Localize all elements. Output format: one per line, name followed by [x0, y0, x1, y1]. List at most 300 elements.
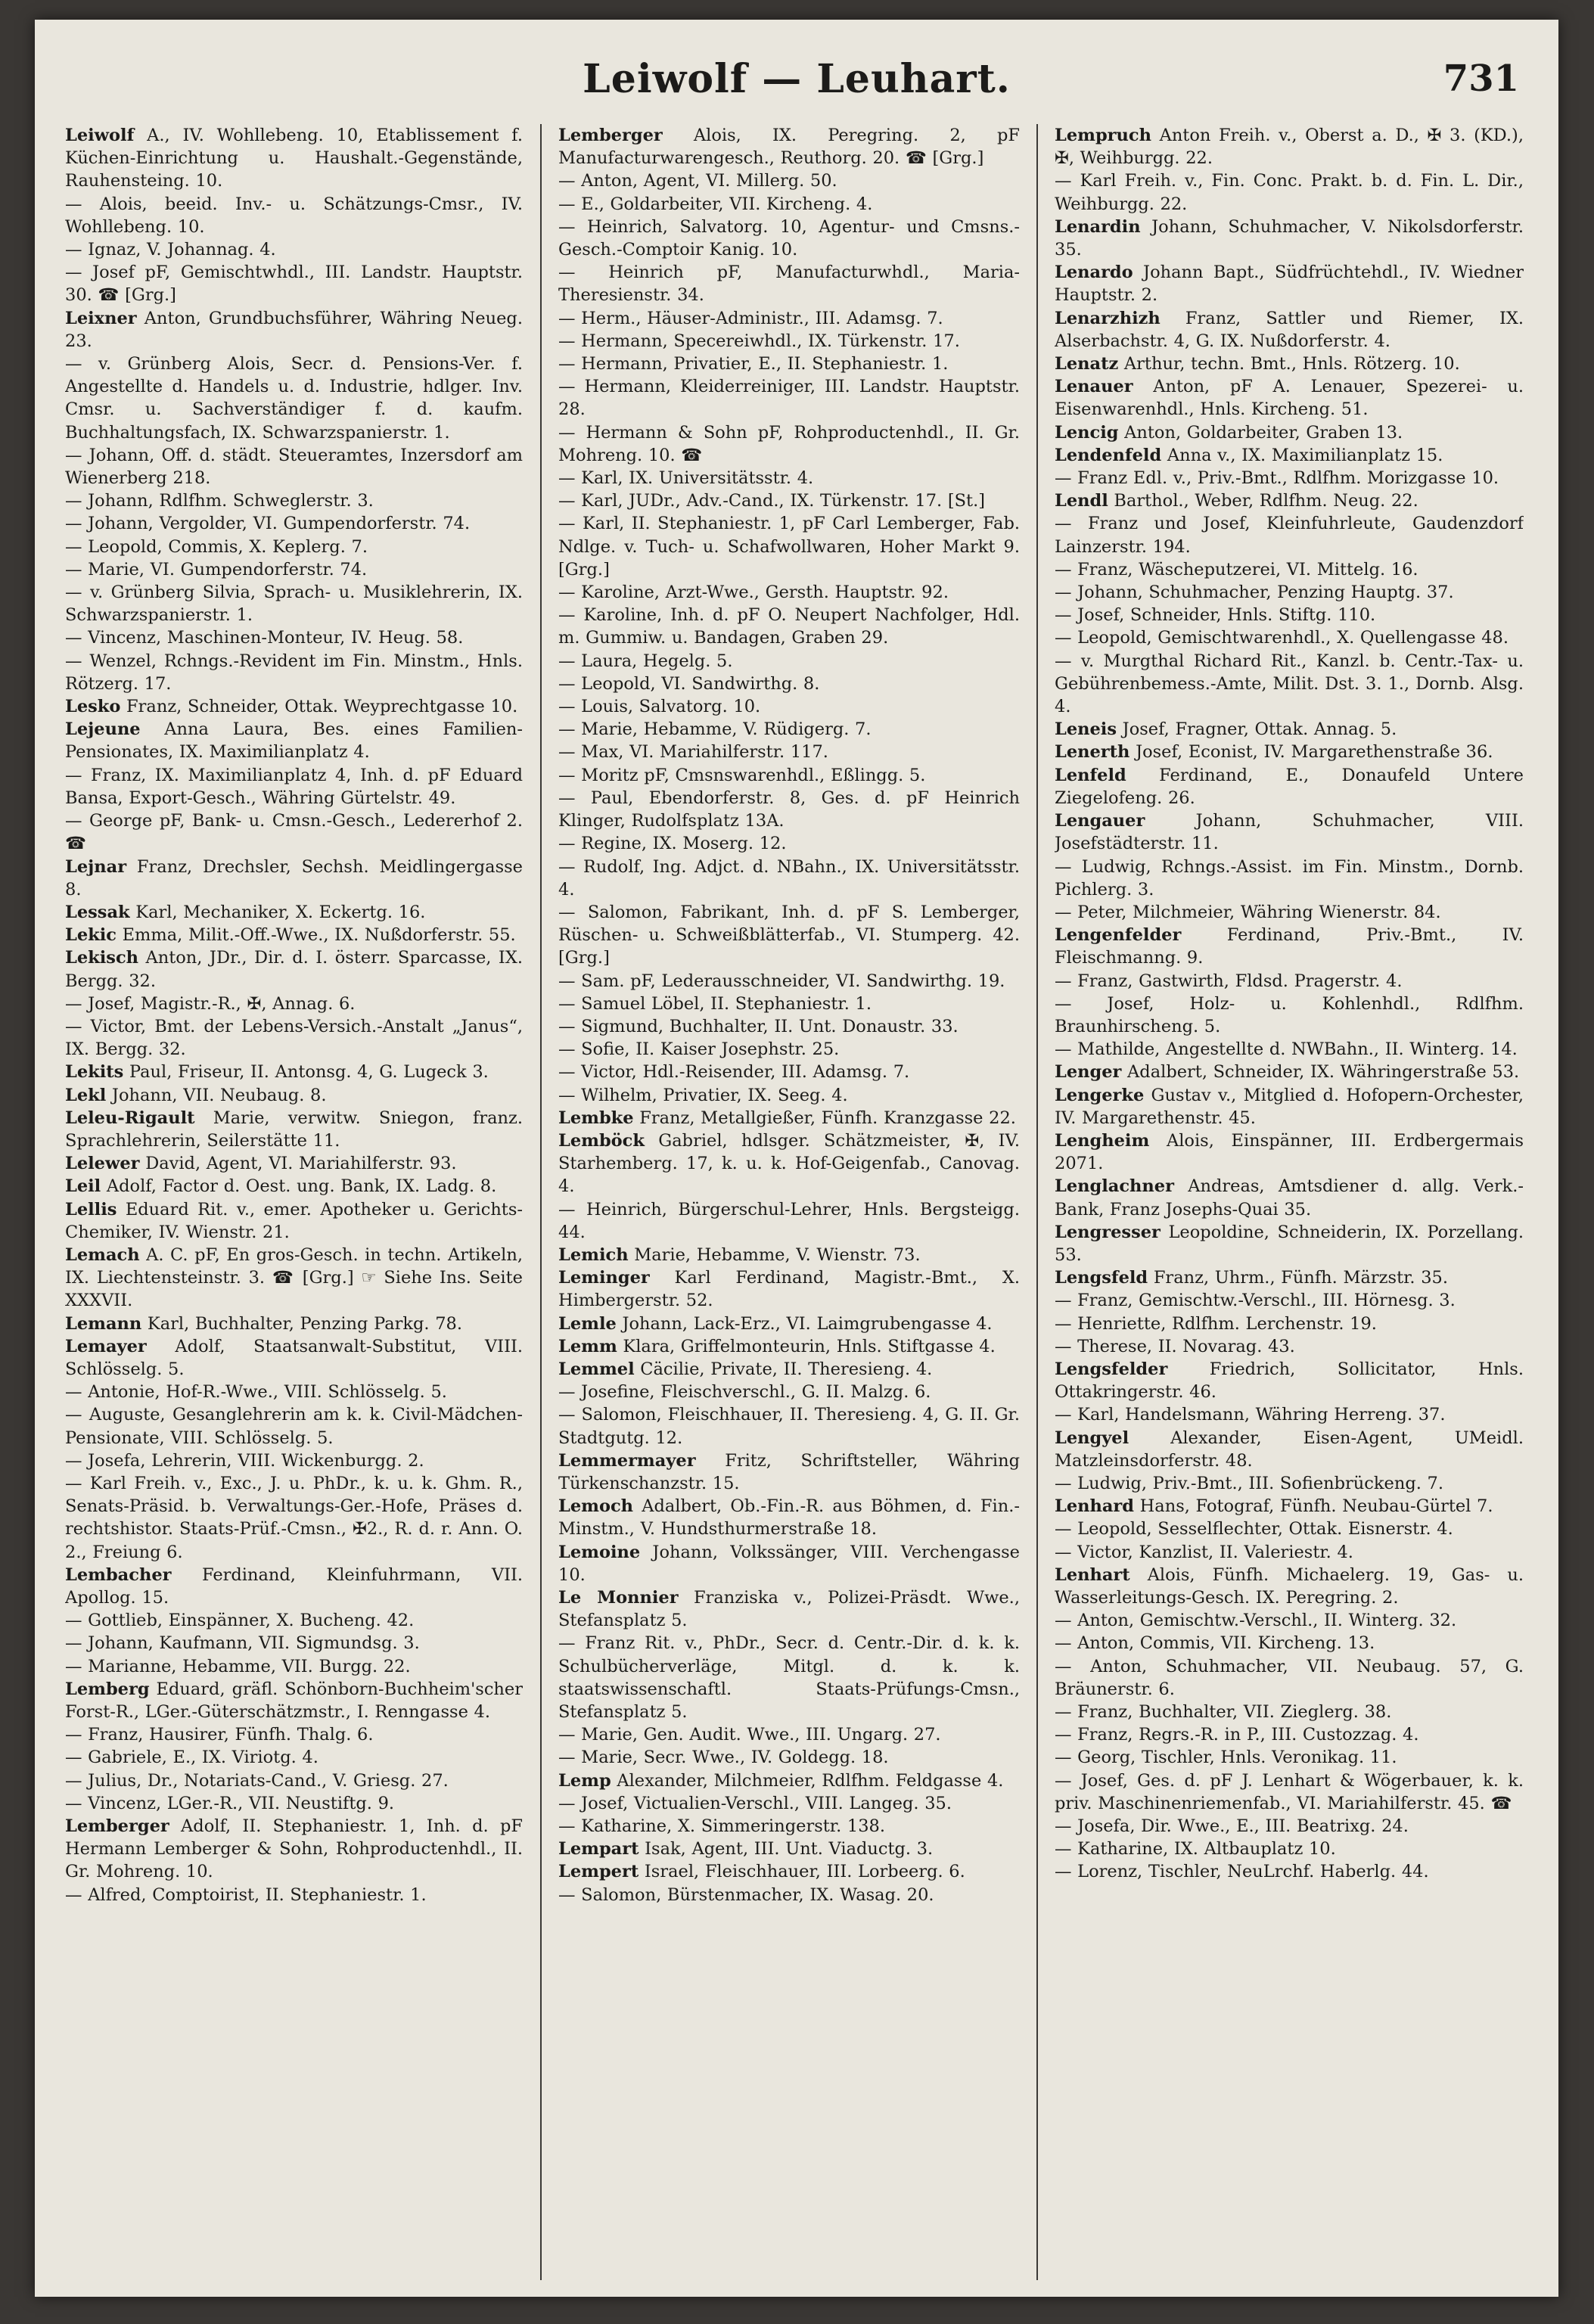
directory-entry: [1055, 741, 1524, 763]
directory-entry: [558, 1381, 1020, 1403]
entry-surname: Lemberger: [65, 1816, 169, 1837]
entry-text: — Ludwig, Rchngs.-Assist. im Fin. Minstm., Dornb. Pichlerg. 3.: [1055, 856, 1524, 899]
directory-entry: [1055, 1221, 1524, 1266]
entry-surname: Lemoch: [558, 1496, 634, 1517]
directory-entry: [65, 444, 523, 489]
entry-text: — Julius, Dr., Notariats-Cand., V. Griesg. 27.: [65, 1770, 449, 1791]
directory-entry: [558, 1403, 1020, 1449]
directory-entry: [558, 489, 1020, 512]
entry-text: — Moritz pF, Cmsnswarenhdl., Eßlingg. 5.: [558, 765, 926, 785]
directory-entry: [1055, 1061, 1524, 1083]
entry-text: — Samuel Löbel, II. Stephaniestr. 1.: [558, 993, 872, 1014]
entry-text: Friedrich, Sollicitator, Hnls. Ottakringerstr. 46.: [1055, 1359, 1524, 1403]
directory-entry: [65, 1884, 523, 1906]
entry-text: Anton, Goldarbeiter, Graben 13.: [1118, 422, 1403, 443]
entry-text: — Franz und Josef, Kleinfuhrleute, Gaudenzdorf Lainzerstr. 194.: [1055, 514, 1524, 557]
directory-entry: [65, 695, 523, 718]
entry-text: — Leopold, VI. Sandwirthg. 8.: [558, 673, 820, 694]
directory-entry: [65, 238, 523, 261]
entry-text: — Katharine, X. Simmeringerstr. 138.: [558, 1816, 885, 1837]
directory-entry: [65, 901, 523, 924]
entry-surname: Lekisch: [65, 948, 138, 968]
entry-text: — Karoline, Inh. d. pF O. Neupert Nachfolger, Hdl. m. Gummiw. u. Bandagen, Graben 29.: [558, 605, 1020, 648]
entry-surname: Lemayer: [65, 1336, 147, 1356]
entry-text: — Franz, Buchhalter, VII. Zieglerg. 38.: [1055, 1702, 1392, 1723]
entry-text: — Josefa, Dir. Wwe., E., III. Beatrixg. 24.: [1055, 1816, 1409, 1837]
directory-entry: [65, 1564, 523, 1609]
entry-text: — Vincenz, LGer.-R., VII. Neustiftg. 9.: [65, 1793, 395, 1813]
entry-surname: Lenerth: [1055, 742, 1130, 763]
entry-surname: Lemann: [65, 1313, 142, 1334]
entry-surname: Lendl: [1055, 491, 1108, 511]
entry-text: — Johann, Schuhmacher, Penzing Hauptg. 37.: [1055, 583, 1454, 603]
entry-text: — Marie, Gen. Audit. Wwe., III. Ungarg. 27.: [558, 1725, 941, 1745]
entry-text: — Hermann, Privatier, E., II. Stephaniestr. 1.: [558, 354, 949, 374]
entry-surname: Leleu-Rigault: [65, 1108, 195, 1128]
entry-text: — Ludwig, Priv.-Bmt., III. Sofienbrückeng. 7.: [1055, 1473, 1444, 1493]
entry-text: — Johann, Rdlfhm. Schweglerstr. 3.: [65, 491, 374, 511]
entry-text: — E., Goldarbeiter, VII. Kircheng. 4.: [558, 194, 873, 214]
directory-entry: [65, 946, 523, 992]
entry-text: Cäcilie, Private, II. Theresieng. 4.: [634, 1359, 933, 1379]
directory-entry: [65, 1084, 523, 1107]
entry-text: Johann, Lack-Erz., VI. Laimgrubengasse 4.: [616, 1313, 993, 1334]
entry-surname: Lemberger: [558, 126, 663, 145]
entry-text: — Josef pF, Gemischtwhdl., III. Landstr. Hauptstr. 30. ☎ [Grg.]: [65, 263, 523, 306]
entry-text: — Hermann, Kleiderreiniger, III. Landstr. Hauptstr. 28.: [558, 377, 1020, 420]
directory-entry: [65, 924, 523, 946]
entry-text: — Katharine, IX. Altbauplatz 10.: [1055, 1839, 1336, 1860]
directory-entry: [65, 581, 523, 626]
entry-surname: Lengyel: [1055, 1428, 1129, 1448]
entry-text: — Regine, IX. Moserg. 12.: [558, 834, 787, 854]
directory-entry: [1055, 856, 1524, 901]
directory-entry: [558, 1038, 1020, 1061]
directory-entry: [558, 993, 1020, 1015]
entry-text: Anna Laura, Bes. eines Familien-Pensionates, IX. Maximilianplatz 4.: [65, 719, 523, 763]
directory-entry: [558, 1107, 1020, 1129]
entry-text: Adalbert, Ob.-Fin.-R. aus Böhmen, d. Fin.-Minstm., V. Hundsthurmerstraße 18.: [558, 1496, 1020, 1539]
entry-text: — Josef, Holz- u. Kohlenhdl., Rdlfhm. Braunhirscheng. 5.: [1055, 993, 1524, 1036]
entry-surname: Lejeune: [65, 719, 141, 740]
directory-entry: [1055, 626, 1524, 649]
directory-entry: [65, 124, 523, 193]
entry-text: — Heinrich, Bürgerschul-Lehrer, Hnls. Bergsteigg. 44.: [558, 1199, 1020, 1242]
directory-entry: [65, 1449, 523, 1472]
entry-text: Paul, Friseur, II. Antonsg. 4, G. Lugeck 3.: [123, 1062, 489, 1083]
directory-entry: [1055, 216, 1524, 261]
directory-entry: [558, 1266, 1020, 1312]
entry-text: David, Agent, VI. Mariahilferstr. 93.: [139, 1154, 457, 1174]
entry-text: — Victor, Kanzlist, II. Valeriestr. 4.: [1055, 1542, 1353, 1562]
entry-text: A., IV. Wohllebeng. 10, Etablissement f. Küchen-Einrichtung u. Haushalt.-Gegenstände, Rauhensteing. 10.: [65, 126, 523, 191]
directory-entry: [558, 1313, 1020, 1335]
entry-text: — Johann, Off. d. städt. Steueramtes, Inzersdorf am Wienerberg 218.: [65, 445, 523, 489]
entry-text: Franz, Drechsler, Sechsh. Meidlingergasse 8.: [65, 856, 523, 899]
entry-surname: Lengsfeld: [1055, 1268, 1148, 1288]
directory-entry: [1055, 1815, 1524, 1838]
directory-entry: [558, 1860, 1020, 1883]
entry-text: Alois, Fünfh. Michaelerg. 19, Gas- u. Wasserleitungs-Gesch. IX. Peregring. 2.: [1055, 1564, 1524, 1608]
entry-text: Franz, Sattler und Riemer, IX. Alserbachstr. 4, G. IX. Nußdorferstr. 4.: [1055, 308, 1524, 351]
directory-entry: [65, 1381, 523, 1403]
directory-entry: [1055, 169, 1524, 215]
entry-text: — Franz Rit. v., PhDr., Secr. d. Centr.-Dir. d. k. k. Schulbücherverläge, Mitgl. d. k. k. staatswissenschaftl. Staats-Prüfungs-Cmsn., Stefansplatz 5.: [558, 1633, 1020, 1723]
directory-entry: [558, 512, 1020, 581]
directory-entry: [558, 741, 1020, 763]
entry-text: — Karl, Handelsmann, Währing Herreng. 37.: [1055, 1405, 1446, 1425]
directory-entry: [65, 1061, 523, 1083]
entry-text: Anton Freih. v., Oberst a. D., ✠ 3. (KD.), ✠, Weihburgg. 22.: [1055, 126, 1524, 169]
entry-text: — Wilhelm, Privatier, IX. Seeg. 4.: [558, 1085, 848, 1105]
column-3: [1055, 124, 1524, 2297]
page-number: 731: [1443, 57, 1519, 100]
entry-text: Adolf, II. Stephaniestr. 1, Inh. d. pF Hermann Lemberger & Sohn, Rohproductenhdl., II. Gr. Mohreng. 10.: [65, 1816, 523, 1882]
directory-entry: [1055, 604, 1524, 626]
entry-text: — Josef, Victualien-Verschl., VIII. Langeg. 35.: [558, 1793, 952, 1813]
entry-surname: Lemich: [558, 1244, 629, 1265]
entry-surname: Lessak: [65, 902, 130, 922]
entry-text: Josef, Econist, IV. Margarethenstraße 36.: [1129, 742, 1493, 763]
directory-entry: [1055, 444, 1524, 467]
directory-entry: [558, 1723, 1020, 1746]
directory-entry: [1055, 353, 1524, 375]
directory-entry: [558, 193, 1020, 216]
entry-text: — Marie, VI. Gumpendorferstr. 74.: [65, 559, 368, 579]
entry-surname: Leiwolf: [65, 126, 135, 145]
directory-entry: [1055, 261, 1524, 306]
entry-surname: Leminger: [558, 1268, 650, 1288]
entry-text: — Franz, Wäscheputzerei, VI. Mittelg. 16.: [1055, 559, 1418, 579]
directory-entry: [1055, 1427, 1524, 1472]
directory-entry: [65, 1313, 523, 1335]
directory-entry: [65, 718, 523, 763]
directory-entry: [1055, 489, 1524, 512]
directory-entry: [65, 261, 523, 306]
entry-text: Leopoldine, Schneiderin, IX. Porzellang. 53.: [1055, 1222, 1524, 1265]
entry-surname: Lenarzhizh: [1055, 308, 1161, 328]
entry-text: Alexander, Milchmeier, Rdlfhm. Feldgasse 4.: [611, 1770, 1004, 1791]
directory-entry: [558, 353, 1020, 375]
entry-text: — Anton, Schuhmacher, VII. Neubaug. 57, G. Bräunerstr. 6.: [1055, 1656, 1524, 1699]
page-header: [35, 48, 1558, 109]
entry-surname: Lemp: [558, 1770, 611, 1791]
entry-text: Johann Bapt., Südfrüchtehdl., IV. Wiedner Hauptstr. 2.: [1055, 263, 1524, 306]
entry-text: Adolf, Staatsanwalt-Substitut, VIII. Schlösselg. 5.: [65, 1336, 523, 1379]
entry-text: — Karl, II. Stephaniestr. 1, pF Carl Lemberger, Fab. Ndlge. v. Tuch- u. Schafwollwaren, Hoher Markt 9. [Grg.]: [558, 514, 1020, 579]
directory-entry: [558, 261, 1020, 306]
entry-text: — Rudolf, Ing. Adjct. d. NBahn., IX. Universitätsstr. 4.: [558, 856, 1020, 899]
entry-surname: Leil: [65, 1176, 101, 1197]
entry-surname: Lekits: [65, 1062, 124, 1083]
directory-entry: [1055, 1129, 1524, 1175]
directory-entry: [558, 1061, 1020, 1083]
entry-surname: Lenglachner: [1055, 1176, 1174, 1197]
entry-surname: Lendenfeld: [1055, 445, 1162, 465]
entry-surname: Lemoine: [558, 1542, 641, 1562]
entry-text: — Franz, Regrs.-R. in P., III. Custozzag. 4.: [1055, 1725, 1419, 1745]
entry-text: — Salomon, Fleischhauer, II. Theresieng. 4, G. II. Gr. Stadtgutg. 12.: [558, 1405, 1020, 1448]
directory-entry: [65, 1107, 523, 1152]
entry-text: Ferdinand, Priv.-Bmt., IV. Fleischmanng. 9.: [1055, 925, 1524, 968]
directory-entry: [1055, 1564, 1524, 1609]
entry-text: Johann, Schuhmacher, VIII. Josefstädterstr. 11.: [1055, 811, 1524, 854]
entry-text: Alexander, Eisen-Agent, UMeidl. Matzleinsdorferstr. 48.: [1055, 1428, 1524, 1471]
entry-surname: Lenardo: [1055, 263, 1133, 283]
entry-text: — Karl Freih. v., Fin. Conc. Prakt. b. d. Fin. L. Dir., Weihburgg. 22.: [1055, 171, 1524, 214]
entry-surname: Leneis: [1055, 719, 1117, 740]
directory-entry: [1055, 558, 1524, 581]
directory-entry: [1055, 1358, 1524, 1403]
entry-text: — Antonie, Hof-R.-Wwe., VIII. Schlösselg. 5.: [65, 1382, 447, 1403]
entry-text: Isak, Agent, III. Unt. Viaductg. 3.: [639, 1839, 934, 1860]
directory-entry: [1055, 809, 1524, 855]
entry-text: — Georg, Tischler, Hnls. Veronikag. 11.: [1055, 1748, 1397, 1768]
entry-text: — Franz, Gastwirth, Fldsd. Pragerstr. 4.: [1055, 971, 1403, 991]
entry-text: — Victor, Hdl.-Reisender, III. Adamsg. 7.: [558, 1062, 910, 1083]
directory-entry: [558, 832, 1020, 855]
entry-text: — Josef, Schneider, Hnls. Stiftg. 110.: [1055, 605, 1376, 626]
directory-entry: [1055, 1495, 1524, 1518]
entry-surname: Lembacher: [65, 1564, 172, 1585]
entry-surname: Lempert: [558, 1862, 639, 1882]
directory-entry: [558, 856, 1020, 901]
entry-surname: Lengauer: [1055, 811, 1145, 831]
directory-entry: [558, 1335, 1020, 1358]
entry-text: Emma, Milit.-Off.-Wwe., IX. Nußdorferstr. 55.: [116, 925, 516, 946]
entry-text: — Wenzel, Rchngs.-Revident im Fin. Minstm., Hnls. Rötzerg. 17.: [65, 651, 523, 694]
entry-text: Eduard Rit. v., emer. Apotheker u. Gerichts-Chemiker, IV. Wienstr. 21.: [65, 1199, 523, 1242]
entry-text: — Anton, Gemischtw.-Verschl., II. Winterg. 32.: [1055, 1611, 1457, 1631]
directory-entry: [558, 604, 1020, 649]
entry-text: Gustav v., Mitglied d. Hofopern-Orchester, IV. Margarethenstr. 45.: [1055, 1085, 1524, 1128]
entry-text: — Johann, Vergolder, VI. Gumpendorferstr. 74.: [65, 514, 471, 534]
directory-entry: [65, 1655, 523, 1678]
directory-entry: [558, 718, 1020, 741]
entry-text: — Franz Edl. v., Priv.-Bmt., Rdlfhm. Morizgasse 10.: [1055, 468, 1499, 489]
entry-text: — Marie, Secr. Wwe., IV. Goldegg. 18.: [558, 1748, 889, 1768]
directory-entry: [65, 1792, 523, 1815]
entry-text: — Franz, Hausirer, Fünfh. Thalg. 6.: [65, 1725, 374, 1745]
entry-text: — Karl Freih. v., Exc., J. u. PhDr., k. u. k. Ghm. R., Senats-Präsid. b. Verwaltungs-Ger.-Hofe, Präses d. rechtshistor. Staats-Prüf.-Cmsn., ✠2., R. d. r. Ann. O. 2., Freiung 6.: [65, 1473, 523, 1562]
entry-text: — Lorenz, Tischler, NeuLrchf. Haberlg. 44.: [1055, 1862, 1429, 1882]
entry-text: Anton, Grundbuchsführer, Währing Neueg. 23.: [65, 308, 523, 351]
entry-text: — Heinrich, Salvatorg. 10, Agentur- und Cmsns.-Gesch.-Comptoir Kanig. 10.: [558, 216, 1020, 260]
entry-text: — Marianne, Hebamme, VII. Burgg. 22.: [65, 1656, 411, 1676]
directory-entry: [558, 764, 1020, 787]
entry-text: — Salomon, Bürstenmacher, IX. Wasag. 20.: [558, 1884, 934, 1905]
entry-text: Marie, Hebamme, V. Wienstr. 73.: [628, 1244, 921, 1265]
directory-entry: [558, 1198, 1020, 1244]
entry-text: — Leopold, Gemischtwarenhdl., X. Quellengasse 48.: [1055, 628, 1509, 648]
entry-text: — Mathilde, Angestellte d. NWBahn., II. Winterg. 14.: [1055, 1039, 1518, 1060]
entry-text: — Hermann & Sohn pF, Rohproductenhdl., II. Gr. Mohreng. 10. ☎: [558, 422, 1020, 465]
entry-text: Hans, Fotograf, Fünfh. Neubau-Gürtel 7.: [1134, 1496, 1493, 1517]
entry-text: — v. Grünberg Silvia, Sprach- u. Musiklehrerin, IX. Schwarzspanierstr. 1.: [65, 583, 523, 626]
directory-entry: [558, 124, 1020, 169]
entry-surname: Lellis: [65, 1199, 117, 1219]
directory-entry: [65, 993, 523, 1015]
directory-entry: [65, 1815, 523, 1884]
directory-entry: [1055, 1541, 1524, 1564]
entry-text: Gabriel, hdlsger. Schätzmeister, ✠, IV. Starhemberg. 17, k. u. k. Hof-Geigenfab., Canovag. 4.: [558, 1130, 1020, 1197]
directory-entry: [558, 421, 1020, 467]
entry-surname: Lenfeld: [1055, 765, 1126, 785]
directory-entry: [65, 193, 523, 238]
directory-entry: [65, 512, 523, 535]
directory-entry: [558, 1129, 1020, 1198]
directory-entry: [1055, 901, 1524, 924]
directory-entry: [1055, 467, 1524, 489]
entry-text: — Hermann, Specereiwhdl., IX. Türkenstr. 17.: [558, 331, 960, 351]
directory-entry: [65, 1632, 523, 1654]
entry-text: — Marie, Hebamme, V. Rüdigerg. 7.: [558, 719, 872, 740]
directory-entry: [1055, 924, 1524, 969]
directory-entry: [1055, 764, 1524, 809]
directory-page: [35, 20, 1558, 2297]
entry-text: Johann, Schuhmacher, V. Nikolsdorferstr. 35.: [1055, 216, 1524, 260]
entry-surname: Lesko: [65, 697, 121, 717]
entry-text: — Max, VI. Mariahilferstr. 117.: [558, 742, 828, 763]
entry-text: Klara, Griffelmonteurin, Hnls. Stiftgasse 4.: [617, 1336, 996, 1356]
directory-entry: [1055, 124, 1524, 169]
entry-text: — Josefa, Lehrerin, VIII. Wickenburgg. 2.: [65, 1450, 424, 1471]
directory-entry: [65, 1244, 523, 1313]
entry-surname: Lemle: [558, 1313, 617, 1334]
entry-text: A. C. pF, En gros-Gesch. in techn. Artikeln, IX. Liechtensteinstr. 3. ☎ [Grg.] ☞ Siehe Ins. Seite XXXVII.: [65, 1244, 523, 1311]
entry-text: Johann, VII. Neubaug. 8.: [106, 1085, 327, 1105]
entry-text: — Therese, II. Novarag. 43.: [1055, 1336, 1295, 1356]
directory-entry: [558, 1815, 1020, 1838]
entry-surname: Lengenfelder: [1055, 925, 1182, 946]
entry-surname: Lemberg: [65, 1679, 150, 1699]
entry-surname: Lenger: [1055, 1062, 1122, 1083]
directory-entry: [1055, 1860, 1524, 1883]
entry-text: — Sofie, II. Kaiser Josephstr. 25.: [558, 1039, 840, 1060]
directory-entry: [1055, 421, 1524, 444]
directory-entry: [65, 1198, 523, 1244]
directory-entry: [1055, 970, 1524, 993]
directory-entry: [1055, 307, 1524, 353]
directory-entry: [558, 1746, 1020, 1769]
directory-entry: [1055, 1701, 1524, 1723]
entry-text: — Josef, Magistr.-R., ✠, Annag. 6.: [65, 993, 356, 1014]
entry-text: — Sam. pF, Lederausschneider, VI. Sandwirthg. 19.: [558, 971, 1005, 991]
directory-entry: [558, 1495, 1020, 1540]
entry-text: Alois, Einspänner, III. Erdbergermais 2071.: [1055, 1130, 1524, 1174]
entry-text: — Herm., Häuser-Administr., III. Adamsg. 7.: [558, 308, 943, 328]
directory-entry: [65, 764, 523, 809]
directory-entry: [1055, 1472, 1524, 1495]
directory-entry: [1055, 581, 1524, 604]
entry-text: Karl, Mechaniker, X. Eckertg. 16.: [129, 902, 426, 922]
entry-text: — v. Murgthal Richard Rit., Kanzl. b. Centr.-Tax- u. Gebührenbemess.-Amte, Milit. Dst. 3. 1., Dornb. Alsg. 4.: [1055, 651, 1524, 717]
entry-text: — Laura, Hegelg. 5.: [558, 651, 733, 671]
directory-entry: [65, 489, 523, 512]
column-rule: [540, 124, 542, 2280]
entry-text: Franz, Uhrm., Fünfh. Märzstr. 35.: [1148, 1268, 1448, 1288]
entry-text: — Peter, Milchmeier, Währing Wienerstr. 84.: [1055, 902, 1441, 922]
directory-entry: [65, 626, 523, 649]
directory-entry: [558, 1792, 1020, 1815]
entry-surname: Lembke: [558, 1108, 634, 1128]
entry-surname: Lemmermayer: [558, 1450, 696, 1471]
directory-entry: [1055, 1289, 1524, 1312]
directory-entry: [1055, 1838, 1524, 1860]
entry-surname: Lemmel: [558, 1359, 635, 1379]
entry-text: Israel, Fleischhauer, III. Lorbeerg. 6.: [639, 1862, 965, 1882]
directory-entry: [558, 1449, 1020, 1495]
entry-text: Franz, Schneider, Ottak. Weyprechtgasse 10.: [120, 697, 518, 717]
entry-text: — Johann, Kaufmann, VII. Sigmundsg. 3.: [65, 1633, 420, 1654]
entry-text: Franziska v., Polizei-Präsdt. Wwe., Stefansplatz 5.: [558, 1588, 1020, 1631]
directory-entry: [65, 809, 523, 855]
entry-text: Karl Ferdinand, Magistr.-Bmt., X. Himbergerstr. 52.: [558, 1268, 1020, 1311]
entry-text: — Heinrich pF, Manufacturwhdl., Maria-Theresienstr. 34.: [558, 263, 1020, 306]
directory-entry: [65, 353, 523, 444]
directory-entry: [1055, 1632, 1524, 1654]
entry-surname: Lemböck: [558, 1130, 645, 1151]
directory-entry: [558, 467, 1020, 489]
directory-entry: [558, 1244, 1020, 1266]
directory-entry: [1055, 1518, 1524, 1540]
entry-surname: Lempruch: [1055, 126, 1151, 145]
entry-text: — Alois, beeid. Inv.- u. Schätzungs-Cmsr., IV. Wohllebeng. 10.: [65, 194, 523, 237]
directory-entry: [65, 1403, 523, 1449]
entry-surname: Leixner: [65, 308, 137, 328]
entry-text: — Karoline, Arzt-Wwe., Gersth. Hauptstr. 92.: [558, 583, 949, 603]
directory-entry: [1055, 512, 1524, 558]
directory-entry: [65, 1723, 523, 1746]
directory-entry: [558, 1632, 1020, 1723]
entry-text: Barthol., Weber, Rdlfhm. Neug. 22.: [1108, 491, 1418, 511]
directory-entry: [1055, 650, 1524, 719]
directory-entry: [65, 650, 523, 695]
directory-entry: [65, 536, 523, 558]
directory-entry: [1055, 1313, 1524, 1335]
entry-text: — Gottlieb, Einspänner, X. Bucheng. 42.: [65, 1611, 415, 1631]
directory-entry: [558, 970, 1020, 993]
entry-text: Alois, IX. Peregring. 2, pF Manufacturwarengesch., Reuthorg. 20. ☎ [Grg.]: [558, 126, 1020, 169]
entry-text: — Anton, Commis, VII. Kircheng. 13.: [1055, 1633, 1375, 1654]
directory-entry: [558, 1015, 1020, 1038]
entry-text: — George pF, Bank- u. Cmsn.-Gesch., Ledererhof 2. ☎: [65, 811, 523, 854]
entry-text: — Leopold, Sesselflechter, Ottak. Eisnerstr. 4.: [1055, 1519, 1453, 1539]
entry-text: Ferdinand, Kleinfuhrmann, VII. Apollog. 15.: [65, 1564, 523, 1608]
directory-entry: [558, 787, 1020, 832]
entry-text: Ferdinand, E., Donaufeld Untere Ziegelofeng. 26.: [1055, 765, 1524, 808]
entry-text: — Leopold, Commis, X. Keplerg. 7.: [65, 536, 368, 557]
directory-entry: [558, 1586, 1020, 1632]
entry-text: — Anton, Agent, VI. Millerg. 50.: [558, 171, 837, 191]
directory-entry: [558, 1358, 1020, 1381]
directory-entry: [558, 901, 1020, 970]
entry-surname: Le Monnier: [558, 1588, 679, 1608]
entry-surname: Lencig: [1055, 422, 1119, 443]
directory-entry: [65, 1609, 523, 1632]
entry-text: — Franz, Gemischtw.-Verschl., III. Hörnesg. 3.: [1055, 1291, 1456, 1311]
entry-text: — Paul, Ebendorferstr. 8, Ges. d. pF Heinrich Klinger, Rudolfsplatz 13A.: [558, 788, 1020, 831]
directory-entry: [558, 169, 1020, 192]
entry-text: Fritz, Schriftsteller, Währing Türkenschanzstr. 15.: [558, 1450, 1020, 1493]
entry-surname: Lengresser: [1055, 1222, 1161, 1242]
entry-text: Marie, verwitw. Sniegon, franz. Sprachlehrerin, Seilerstätte 11.: [65, 1108, 523, 1151]
entry-surname: Lemach: [65, 1244, 140, 1265]
directory-entry: [1055, 1655, 1524, 1701]
entry-text: Franz, Metallgießer, Fünfh. Kranzgasse 22.: [633, 1108, 1016, 1128]
directory-entry: [558, 1769, 1020, 1792]
directory-entry: [1055, 1335, 1524, 1358]
